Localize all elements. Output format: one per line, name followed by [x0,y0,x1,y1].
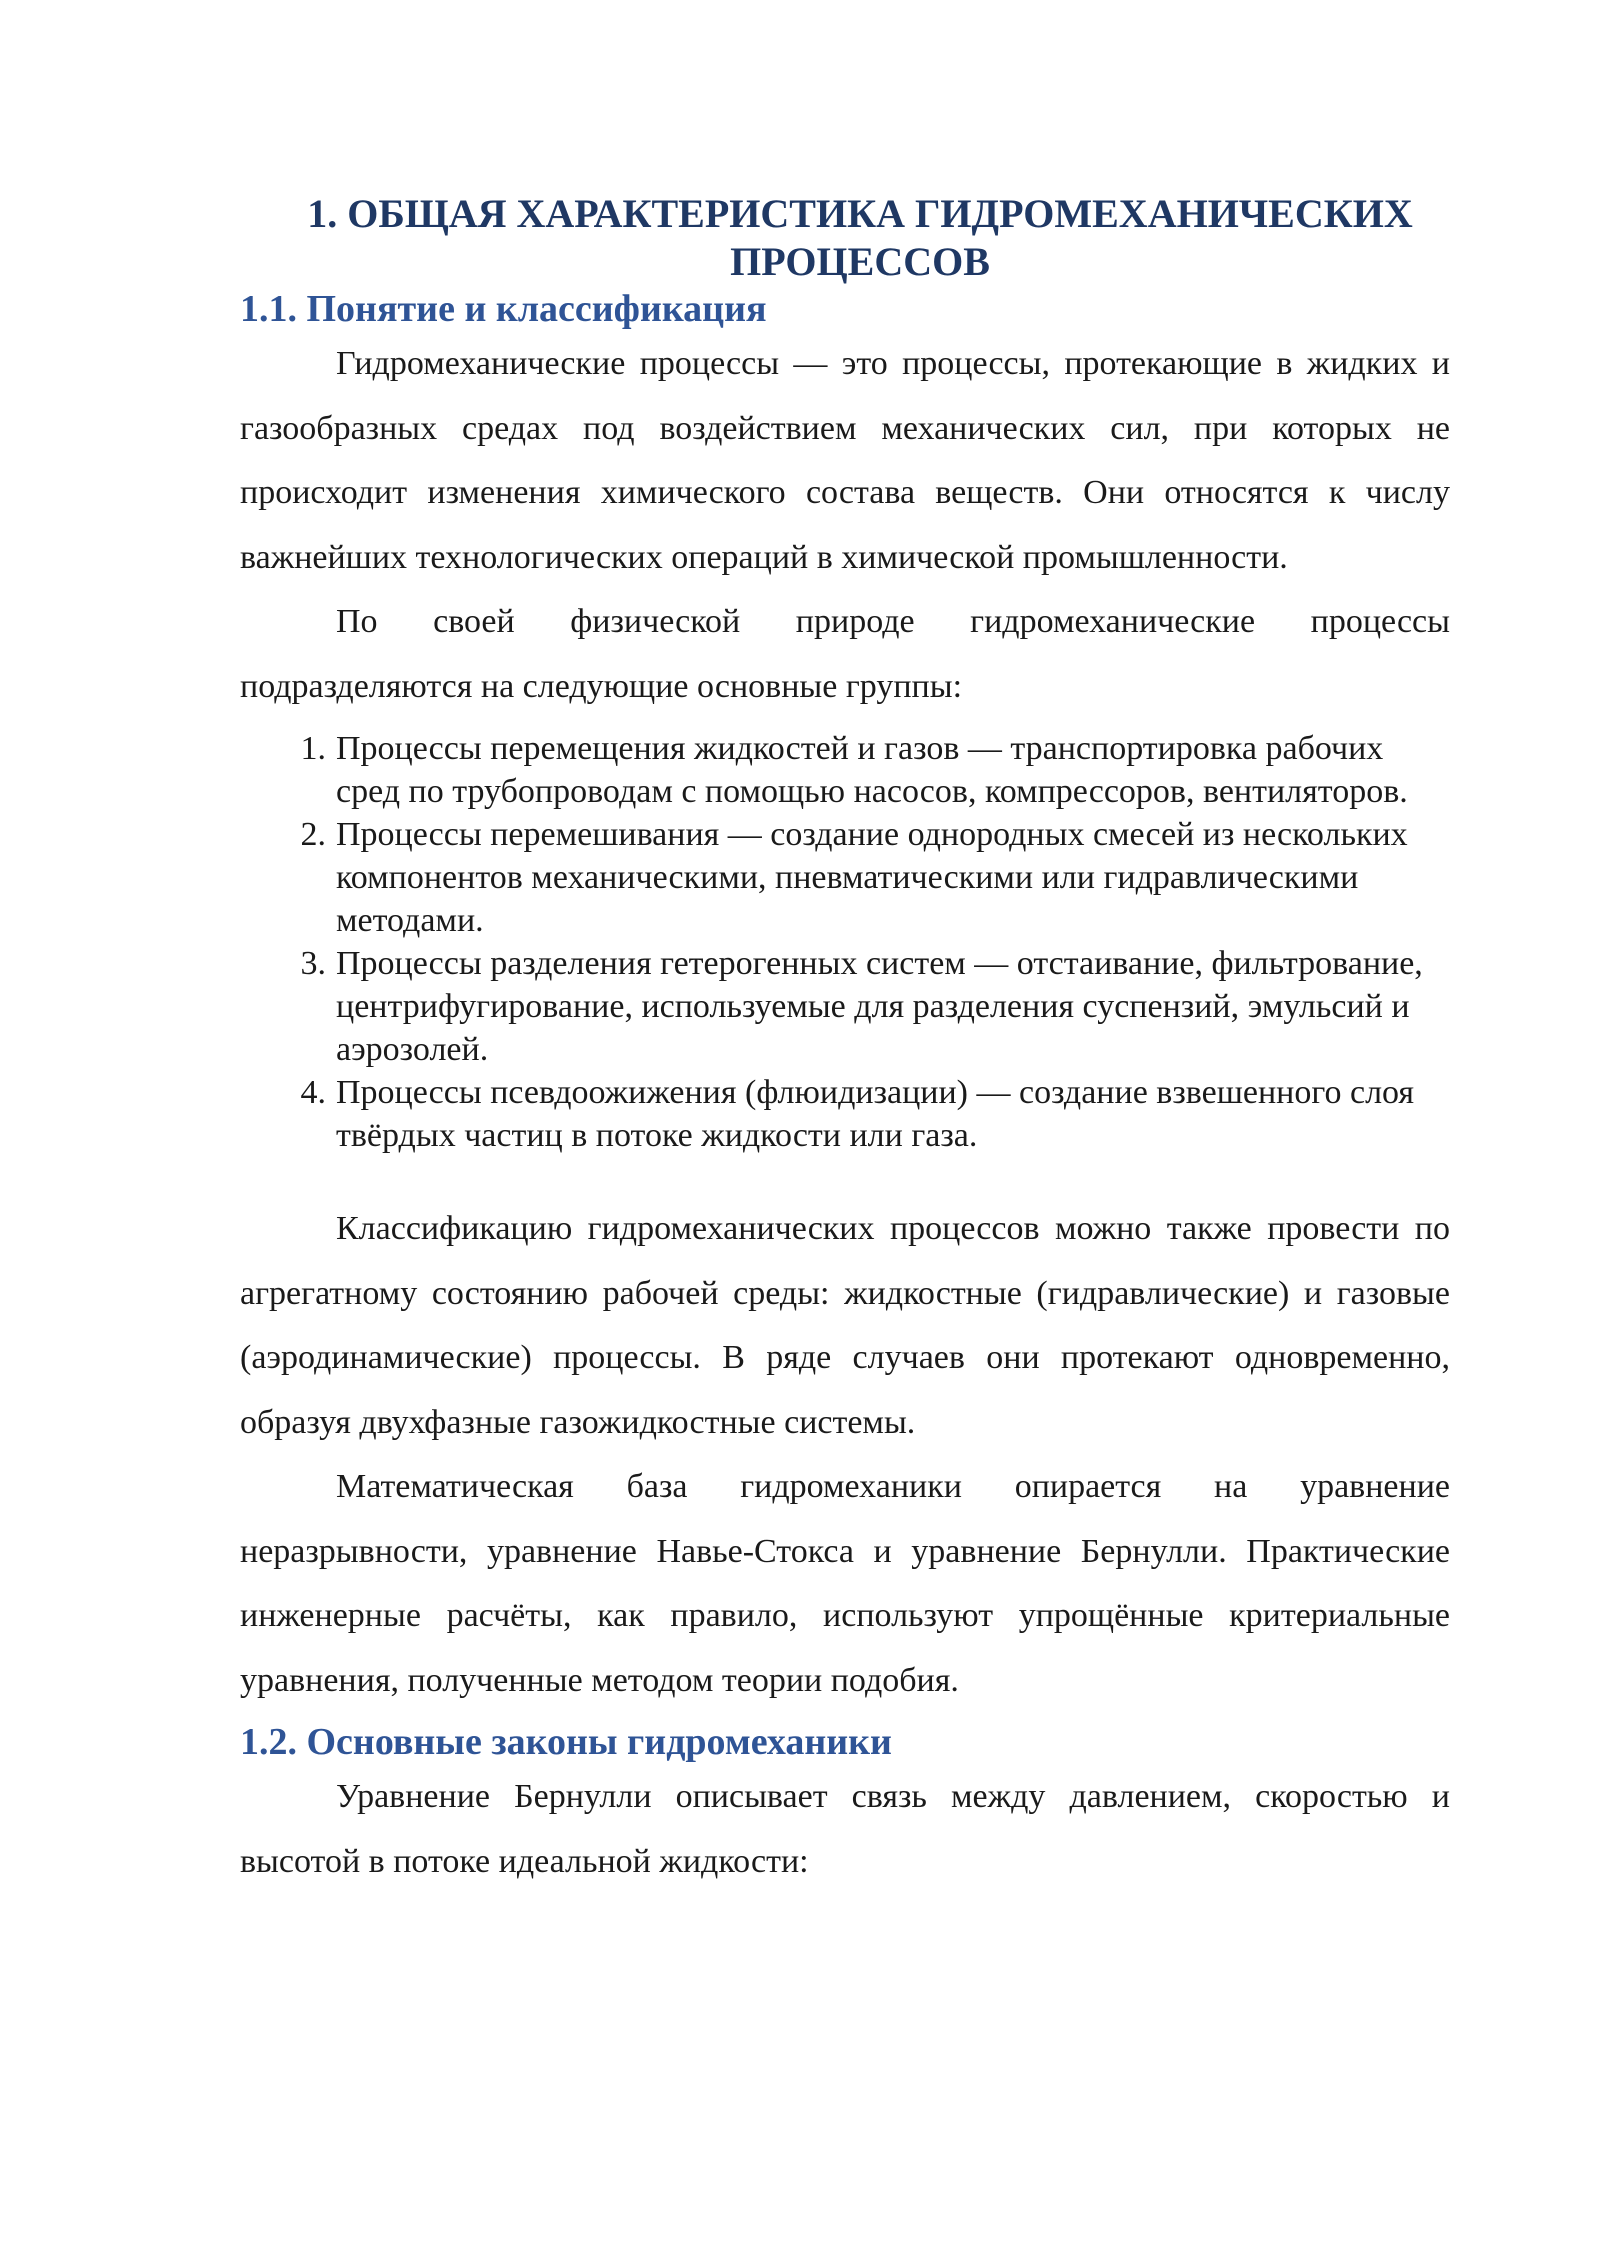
paragraph-math-basis: Математическая база гидромеханики опирается на уравнение неразрывности, уравнение Навье-Стокса и уравнение Бернулли. Практические инженерные расчёты, как правило, используют упрощённые критериальные уравнения, полученные методом теории подобия. [240,1468,1450,1699]
list-item [300,813,1450,942]
paragraph-bernoulli: Уравнение Бернулли описывает связь между давлением, скоростью и высотой в потоке идеальной жидкости: [240,1778,1450,1880]
list-item-text: Процессы разделения гетерогенных систем — отстаивание, фильтрование, центрифугирование, используемые для разделения суспензий, эмульсий и аэрозолей. [336,945,1423,1068]
section-title-1-2: 1.2. Основные законы гидромеханики [240,1721,892,1763]
list-item [300,942,1450,1071]
chapter-title-line-2: ПРОЦЕССОВ [730,239,990,284]
list-item-number: 4. [300,1074,326,1111]
list-item-number: 1. [300,730,326,767]
paragraph-classification: Классификацию гидромеханических процессов можно также провести по агрегатному состоянию рабочей среды: жидкостные (гидравлические) и газовые (аэродинамические) процессы. В ряде случаев они протекают одновременно, образуя двухфазные газожидкостные системы. [240,1210,1450,1441]
list-item-text: Процессы перемешивания — создание однородных смесей из нескольких компонентов механическими, пневматическими или гидравлическими методами. [336,816,1408,939]
document-page [240,190,1450,1894]
paragraph-definition: Гидромеханические процессы — это процессы, протекающие в жидких и газообразных средах под воздействием механических сил, при которых не происходит изменения химического состава веществ. Они относятся к числу важнейших технологических операций в химической промышленности. [240,345,1450,576]
list-item [300,1071,1450,1157]
list-item [300,727,1450,813]
chapter-title [240,190,1450,286]
list-item-number: 3. [300,945,326,982]
chapter-title-line-1: 1. ОБЩАЯ ХАРАКТЕРИСТИКА ГИДРОМЕХАНИЧЕСКИХ [307,191,1413,236]
paragraph-groups-intro: По своей физической природе гидромеханические процессы подразделяются на следующие основные группы: [240,603,1450,705]
list-item-text: Процессы перемещения жидкостей и газов — транспортировка рабочих сред по трубопроводам с помощью насосов, компрессоров, вентиляторов. [336,730,1408,810]
process-groups-list [240,727,1450,1157]
list-item-text: Процессы псевдоожижения (флюидизации) — создание взвешенного слоя твёрдых частиц в потоке жидкости или газа. [336,1074,1415,1154]
list-item-number: 2. [300,816,326,853]
section-title-1-1: 1.1. Понятие и классификация [240,288,767,330]
